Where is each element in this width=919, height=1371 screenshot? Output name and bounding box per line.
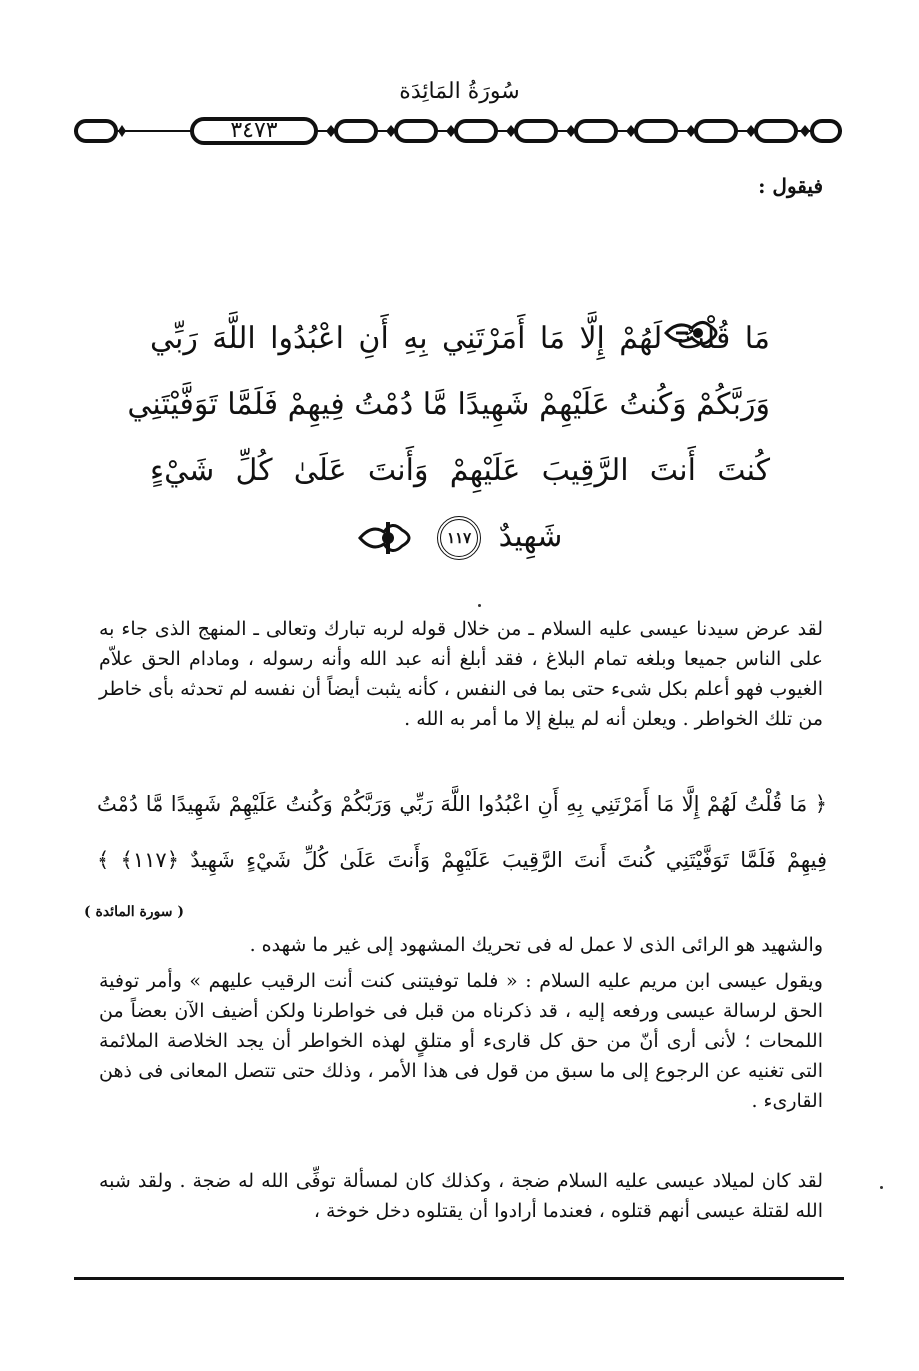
paragraph-text: والشهيد هو الرائى الذى لا عمل له فى تحريك المشهود إلى غير ما شهده . — [249, 934, 823, 956]
quoted-verse-line: ﴿ مَا قُلْتُ لَهُمْ إِلَّا مَا أَمَرْتَنِي بِهِ أَنِ اعْبُدُوا اللَّهَ رَبِّي وَرَبَّكُمْ وَكُنتُ عَلَيْهِمْ شَهِيدًا مَّا دُمْتُ — [97, 792, 827, 816]
paragraph-intro — [99, 614, 823, 734]
paragraph-text: لقد كان لميلاد عيسى عليه السلام ضجة ، وكذلك كان لمسألة توفِّى الله له ضجة . ولقد شبه الله لقتلة عيسى أنهم قتلوه ، فعندما أرادوا أن يقتلوه دخل خوخة ، — [99, 1170, 823, 1222]
quran-verse-block — [127, 306, 770, 570]
print-speck — [880, 1186, 883, 1189]
verse-end-ornament-icon — [358, 518, 420, 558]
intro-text: فيقول : — [758, 174, 823, 198]
paragraph-witness — [99, 930, 823, 960]
verse-line: شَهِيدٌ — [498, 519, 563, 554]
footer-rule — [74, 1277, 844, 1280]
surah-title: سُورَةُ المَائِدَة — [399, 79, 520, 104]
paragraph-text: ويقول عيسى ابن مريم عليه السلام : « فلما توفيتنى كنت أنت الرقيب عليهم » وأمر توفية الحق لرسالة عيسى ورفعه إليه ، قد ذكرناه من قبل فى خواطرنا ولكن أضيف الآن بعضاً من اللمحات ؛ لأنى أرى أنّ من حق كل قارىء أو متلقٍ لهذه الخواطر أن يجد الخلاصة الملائمة التى تغنيه عن الرجوع إلى ما سبق من قول فى هذا الأمر ، وذلك حتى تتصل المعانى فى ذهن القارىء . — [99, 970, 823, 1112]
verse-line: كُنتَ أَنتَ الرَّقِيبَ عَلَيْهِمْ وَأَنتَ عَلَىٰ كُلِّ شَيْءٍ — [150, 453, 770, 488]
verse-final-line — [150, 504, 770, 570]
ayah-number-marker: ١١٧ — [437, 516, 481, 560]
verse-line: مَا قُلْتُ لَهُمْ إِلَّا مَا أَمَرْتَنِي بِهِ أَنِ اعْبُدُوا اللَّهَ رَبِّي — [150, 321, 770, 356]
quoted-verse-line: فِيهِمْ فَلَمَّا تَوَفَّيْتَنِي كُنتَ أَنتَ الرَّقِيبَ عَلَيْهِمْ وَأَنتَ عَلَىٰ كُلِّ شَيْءٍ شَهِيدٌ ﴿١١٧﴾ ﴾ — [97, 848, 827, 872]
print-speck — [478, 604, 481, 607]
paragraph-text: لقد عرض سيدنا عيسى عليه السلام ـ من خلال قوله لربه تبارك وتعالى ـ المنهج الذى جاء به على الناس جميعا وبلغه تمام البلاغ ، فقد أبلغ أنه عبد الله وأنه رسوله ، ومادام الحق علاّم الغيوب فهو أعلم بكل شىء حتى بما فى النفس ، كأنه يثبت أيضاً أن نفسه لم تحدثه بأى خاطر من تلك الخواطر . ويعلن أنه لم يبلغ إلا ما أمر به الله . — [99, 618, 823, 730]
page-number: ٣٤٧٣ — [230, 118, 278, 143]
verse-source-reference: ( سورة المائدة ) — [84, 904, 185, 920]
quoted-verse-block — [97, 776, 827, 888]
paragraph-birth — [99, 1166, 823, 1226]
verse-line: وَرَبَّكُمْ وَكُنتُ عَلَيْهِمْ شَهِيدًا مَّا دُمْتُ فِيهِمْ فَلَمَّا تَوَفَّيْتَنِي — [127, 387, 770, 422]
paragraph-isa-speech — [99, 966, 823, 1116]
header-ornament-bar — [74, 116, 842, 146]
